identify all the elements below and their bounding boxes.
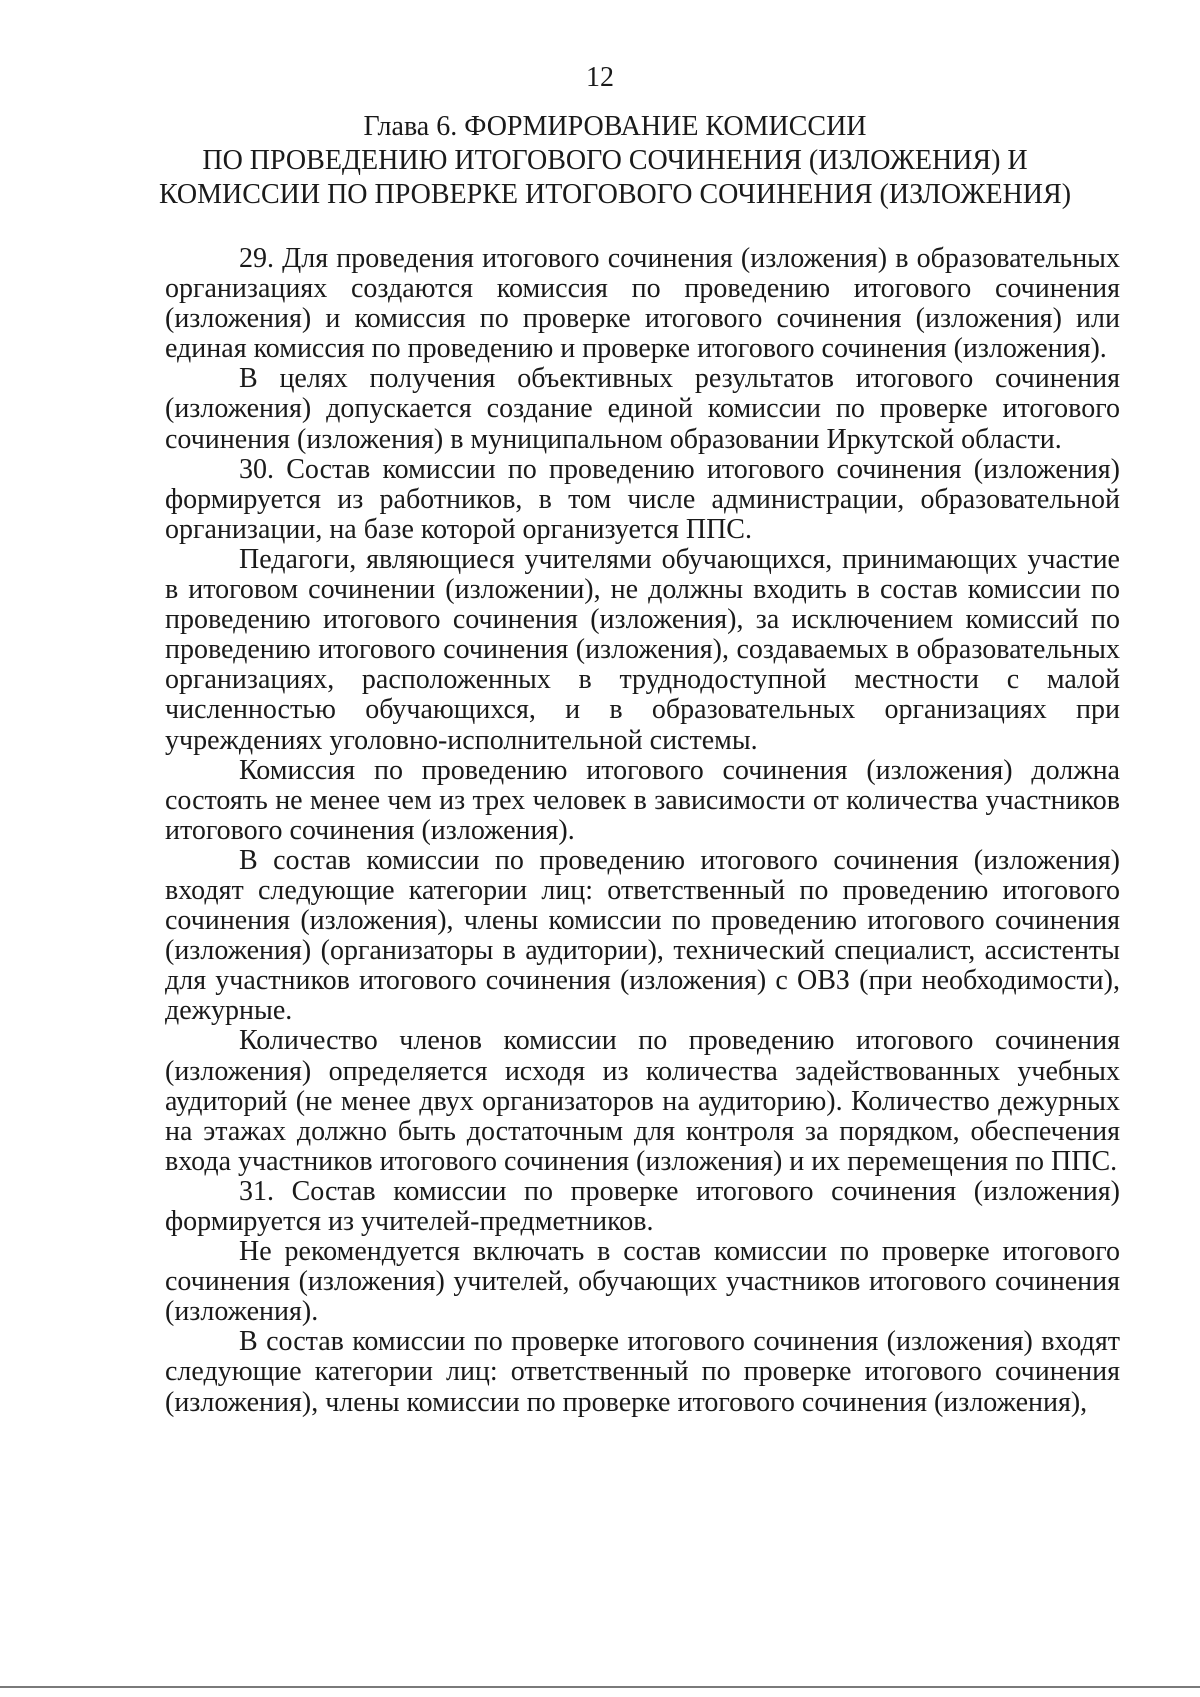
paragraph: Комиссия по проведению итогового сочинения (изложения) должна состоять не менее чем из трех человек в зависимости от количества участников итогового сочинения (изложения).: [165, 754, 1120, 846]
document-body: [165, 244, 1120, 1418]
scan-edge-line: [0, 1686, 1200, 1688]
paragraph: Не рекомендуется включать в состав комиссии по проверке итогового сочинения (изложения) учителей, обучающих участников итогового сочинения (изложения).: [165, 1236, 1120, 1328]
paragraph: 31. Состав комиссии по проверке итогового сочинения (изложения) формируется из учителей-предметников.: [165, 1175, 1120, 1237]
page-number: 12: [586, 62, 614, 93]
chapter-heading-line: Глава 6. ФОРМИРОВАНИЕ КОМИССИИ: [363, 111, 867, 142]
paragraph: В состав комиссии по проверке итогового сочинения (изложения) входят следующие категории лиц: ответственный по проверке итогового сочинения (изложения), члены комиссии по проверке итогового сочинения (изложения),: [165, 1326, 1120, 1418]
chapter-heading-line: КОМИССИИ ПО ПРОВЕРКЕ ИТОГОВОГО СОЧИНЕНИЯ (ИЗЛОЖЕНИЯ): [158, 179, 1072, 210]
paragraph: Количество членов комиссии по проведению итогового сочинения (изложения) определяется исходя из количества задействованных учебных аудиторий (не менее двух организаторов на аудиторию). Количество дежурных на этажах должно быть достаточным для контроля за порядком, обеспечения входа участников итогового сочинения (изложения) и их перемещения по ППС.: [165, 1025, 1120, 1177]
paragraph: В состав комиссии по проведению итогового сочинения (изложения) входят следующие категории лиц: ответственный по проведению итогового сочинения (изложения), члены комиссии по проведению итогового сочинения (изложения) (организаторы в аудитории), технический специалист, ассистенты для участников итогового сочинения (изложения) с ОВЗ (при необходимости), дежурные.: [165, 844, 1120, 1027]
paragraph: Педагоги, являющиеся учителями обучающихся, принимающих участие в итоговом сочинении (изложении), не должны входить в состав комиссии по проведению итогового сочинения (изложения), за исключением комиссий по проведению итогового сочинения (изложения), создаваемых в образовательных организациях, расположенных в труднодоступной местности с малой численностью обучающихся, и в образовательных организациях при учреждениях уголовно-исполнительной системы.: [165, 543, 1120, 756]
paragraph: 29. Для проведения итогового сочинения (изложения) в образовательных организациях создаются комиссия по проведению итогового сочинения (изложения) и комиссия по проверке итогового сочинения (изложения) или единая комиссия по проведению и проверке итогового сочинения (изложения).: [165, 243, 1120, 365]
paragraph: В целях получения объективных результатов итогового сочинения (изложения) допускается создание единой комиссии по проверке итогового сочинения (изложения) в муниципальном образовании Иркутской области.: [165, 363, 1120, 455]
paragraph: 30. Состав комиссии по проведению итогового сочинения (изложения) формируется из работников, в том числе администрации, образовательной организации, на базе которой организуется ППС.: [165, 453, 1120, 545]
chapter-heading-line: ПО ПРОВЕДЕНИЮ ИТОГОВОГО СОЧИНЕНИЯ (ИЗЛОЖЕНИЯ) И: [202, 145, 1028, 176]
chapter-heading: [150, 110, 1080, 212]
